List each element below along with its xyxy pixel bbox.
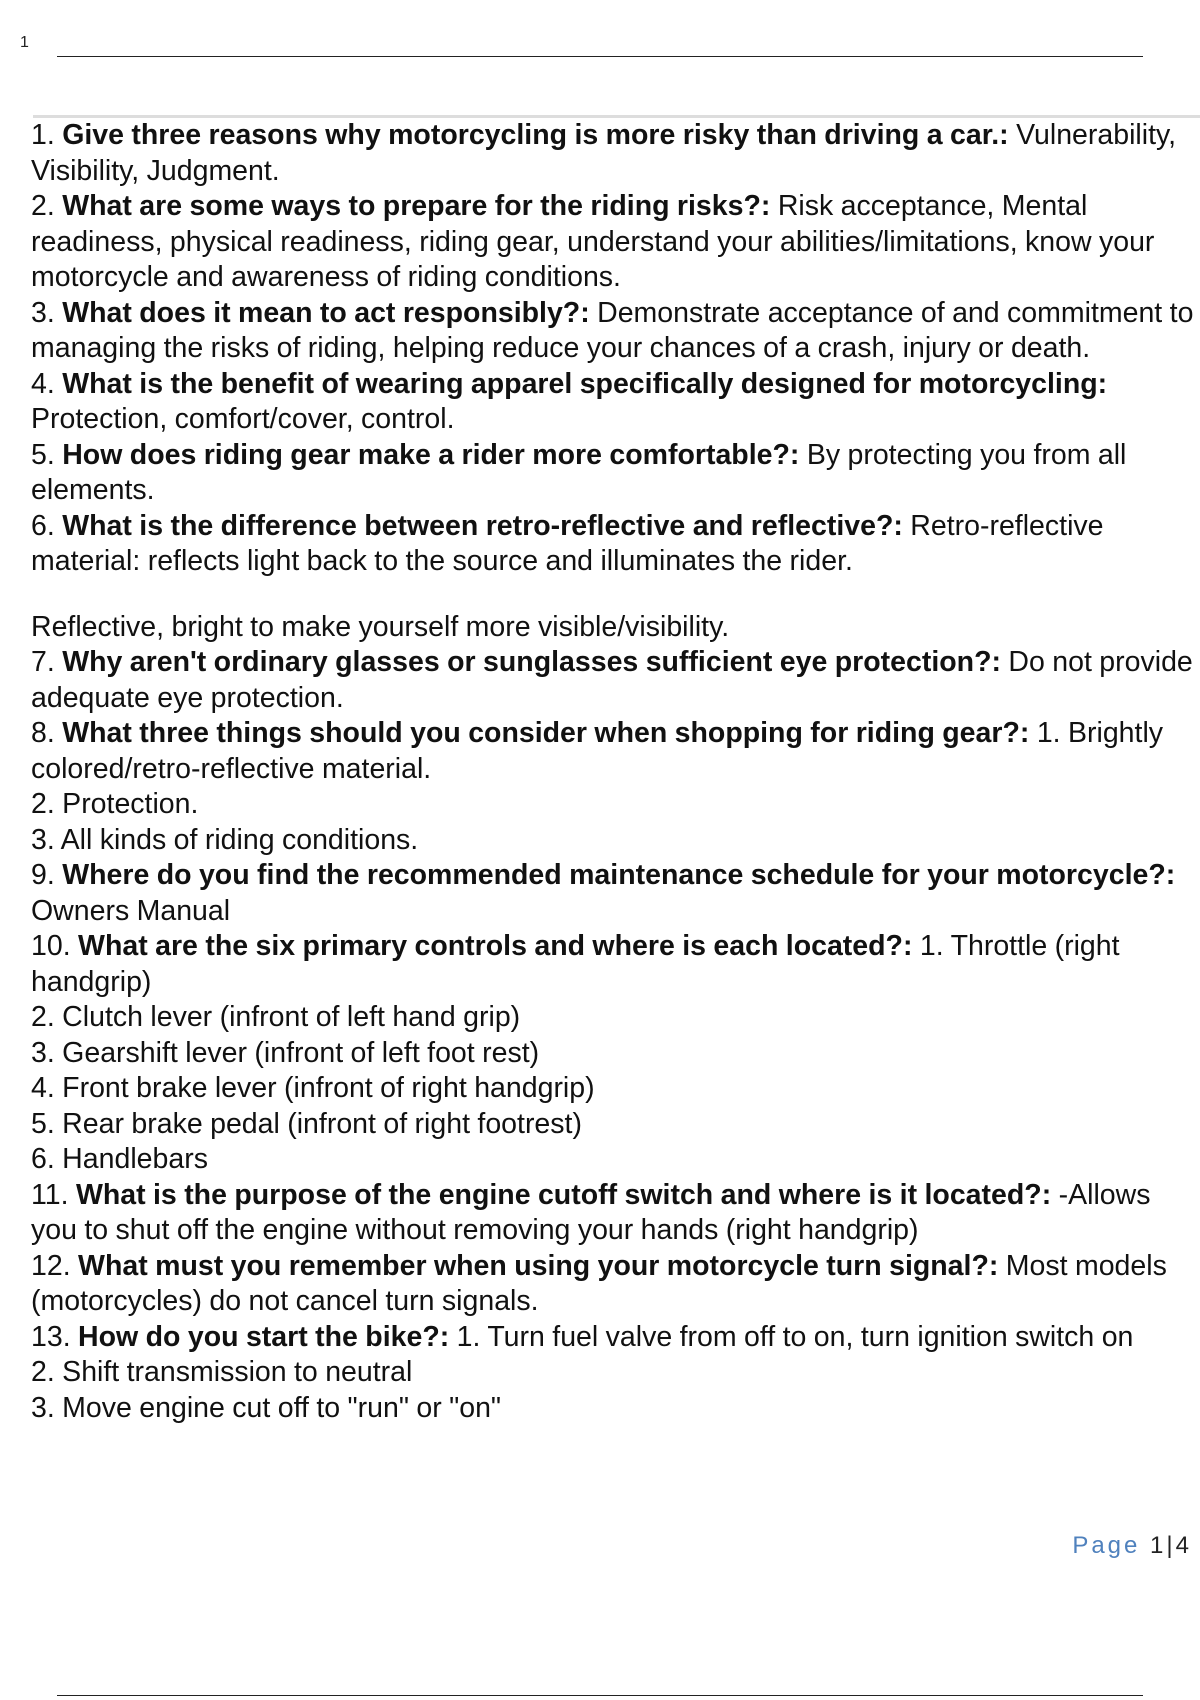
entry-number: 1.	[31, 119, 55, 151]
entry-number: 12.	[31, 1249, 71, 1282]
page-marker: 1	[20, 34, 29, 51]
entry-question: What are the six primary controls and where is each located?:	[78, 930, 913, 962]
entry-question: What is the purpose of the engine cutoff switch and where is it located?:	[75, 1178, 1052, 1211]
entry-answer: Risk acceptance, Mental readiness, physical readiness, riding gear, understand your abilities/limitations, know your motorcycle and awareness of riding conditions.	[31, 190, 1155, 293]
header-rule	[57, 56, 1143, 57]
footer-page-total: 4	[1175, 1532, 1192, 1559]
entry-answer: Vulnerability, Visibility, Judgment.	[31, 119, 1177, 187]
qa-entry	[31, 1320, 1199, 1427]
qa-entry	[31, 296, 1199, 367]
entry-answer: 4. Front brake lever (infront of right handgrip)	[31, 1072, 595, 1104]
entry-number: 10.	[31, 930, 71, 962]
entry-answer: 3. All kinds of riding conditions.	[31, 823, 419, 856]
entry-number: 9.	[31, 859, 55, 891]
entry-answer: Demonstrate acceptance of and commitment to managing the risks of riding, helping reduce your chances of a crash, injury or death.	[31, 296, 1194, 364]
entry-answer: 1. Brightly colored/retro-reflective material.	[31, 717, 1164, 785]
footer-separator: |	[1166, 1532, 1176, 1559]
entry-number: 7.	[31, 646, 55, 678]
entry-answer: 5. Rear brake pedal (infront of right footrest)	[31, 1107, 582, 1140]
entry-answer: Protection, comfort/cover, control.	[31, 403, 455, 435]
qa-entry	[31, 645, 1199, 716]
entry-answer: -Allows you to shut off the engine without removing your hands (right handgrip)	[31, 1178, 1151, 1246]
qa-entry	[31, 367, 1199, 438]
entry-answer: 1. Turn fuel valve from off to on, turn ignition switch on	[456, 1320, 1134, 1353]
entry-number: 6.	[31, 509, 55, 542]
entry-number: 3.	[31, 296, 55, 329]
qa-entry	[31, 1249, 1199, 1320]
qa-entry	[31, 1178, 1199, 1249]
entry-answer: 2. Shift transmission to neutral	[31, 1356, 413, 1388]
qa-entry	[31, 858, 1199, 929]
entry-question: Give three reasons why motorcycling is more risky than driving a car.:	[62, 119, 1009, 151]
page-footer	[1072, 1532, 1192, 1560]
qa-entry	[31, 716, 1199, 858]
entry-answer: 6. Handlebars	[31, 1143, 208, 1175]
qa-entry	[31, 929, 1199, 1178]
qa-entry	[31, 509, 1199, 646]
entry-number: 5.	[31, 438, 55, 471]
entry-question: What must you remember when using your motorcycle turn signal?:	[78, 1249, 999, 1282]
entry-number: 2.	[31, 190, 55, 222]
entry-question: Where do you find the recommended maintenance schedule for your motorcycle?:	[62, 859, 1176, 891]
entry-question: Why aren't ordinary glasses or sunglasses sufficient eye protection?:	[62, 646, 1001, 678]
entry-number: 4.	[31, 367, 55, 400]
entry-question: What is the benefit of wearing apparel specifically designed for motorcycling:	[62, 367, 1108, 400]
entry-number: 11.	[31, 1178, 69, 1211]
answer-gap	[31, 580, 1199, 610]
entry-question: What is the difference between retro-reflective and reflective?:	[62, 509, 903, 542]
entry-answer: Most models (motorcycles) do not cancel turn signals.	[31, 1249, 1167, 1317]
entry-answer: 2. Clutch lever (infront of left hand grip)	[31, 1001, 521, 1033]
entry-question: What are some ways to prepare for the riding risks?:	[62, 190, 771, 222]
entry-number: 13.	[31, 1320, 71, 1353]
entry-answer: 3. Gearshift lever (infront of left foot rest)	[31, 1036, 540, 1069]
entry-question: What does it mean to act responsibly?:	[62, 296, 590, 329]
footer-rule	[57, 1695, 1143, 1696]
entry-question: What three things should you consider when shopping for riding gear?:	[62, 717, 1030, 749]
footer-page-number: 1	[1150, 1532, 1167, 1559]
entry-question: How does riding gear make a rider more comfortable?:	[62, 438, 800, 471]
entry-answer: Reflective, bright to make yourself more visible/visibility.	[31, 610, 730, 643]
entry-answer: Do not provide adequate eye protection.	[31, 646, 1193, 714]
qa-entry	[31, 438, 1199, 509]
entry-answer: 2. Protection.	[31, 788, 199, 820]
entry-answer: 3. Move engine cut off to "run" or "on"	[31, 1391, 502, 1424]
qa-entry	[31, 118, 1199, 189]
qa-list	[31, 118, 1199, 1426]
qa-entry	[31, 189, 1199, 296]
entry-question: How do you start the bike?:	[78, 1320, 450, 1353]
entry-answer: By protecting you from all elements.	[31, 438, 1127, 506]
entry-number: 8.	[31, 717, 55, 749]
entry-answer: Owners Manual	[31, 894, 231, 927]
entry-answer: 1. Throttle (right handgrip)	[31, 930, 1120, 998]
entry-answer: Retro-reflective material: reflects light back to the source and illuminates the rider.	[31, 509, 1104, 577]
footer-page-label: Page	[1072, 1532, 1141, 1559]
